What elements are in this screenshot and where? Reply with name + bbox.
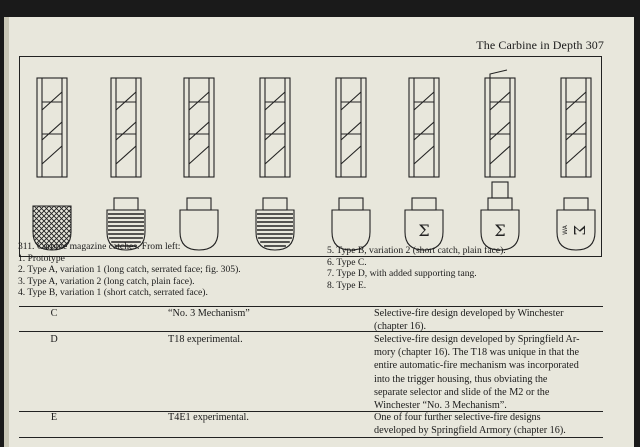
sigma-mark: Σ (418, 221, 430, 240)
row-name-d: T18 experimental. (168, 334, 243, 345)
caption-left (18, 241, 241, 299)
caption-item-5: 5. Type B, variation 2 (short catch, plain face). (327, 245, 506, 256)
desc-line: entire automatic-fire mechanism was incorporated (374, 360, 579, 372)
caption-item-8: 8. Type E. (327, 279, 367, 291)
desc-line: Selective-fire design developed by Springfield Ar- (374, 334, 580, 345)
row-desc-c (374, 307, 596, 333)
page-binding-edge (4, 17, 9, 447)
desc-line: into the trigger housing, thus obviating the (374, 373, 548, 385)
caption-item-4: 4. Type B, variation 1 (short catch, serrated face). (18, 287, 208, 298)
catch-2 (107, 78, 145, 250)
desc-line: (chapter 16). (374, 321, 427, 333)
catch-4 (256, 78, 294, 250)
row-name-c: “No. 3 Mechanism” (168, 308, 250, 319)
catch-7 (481, 70, 519, 250)
caption-item-6: 6. Type C. (327, 256, 367, 268)
caption-title: 311. Carbine magazine catches. From left: (18, 241, 181, 252)
row-desc-d (374, 333, 596, 412)
running-head: The Carbine in Depth 307 (476, 38, 604, 52)
caption-item-3: 3. Type A, variation 2 (long catch, plain face). (18, 275, 195, 287)
row-code-d: D (50, 334, 58, 345)
desc-line: Winchester “No. 3 Mechanism”. (374, 400, 507, 412)
sigma-mark: Σ (570, 224, 588, 236)
row-name-e: T4E1 experimental. (168, 412, 249, 423)
desc-line: mory (chapter 16). The T18 was unique in that the (374, 347, 580, 359)
caption-right (327, 245, 506, 291)
caption-item-1: 1. Prototype (18, 252, 65, 264)
magazine-catches-illustration (19, 56, 600, 255)
row-desc-e (374, 411, 596, 437)
desc-line: separate selector and slide of the M2 or the (374, 386, 550, 398)
desc-line: One of four further selective-fire designs (374, 412, 541, 423)
catch-1 (33, 78, 71, 250)
caption-item-7: 7. Type D, with added supporting tang. (327, 268, 477, 279)
desc-line: Selective-fire design developed by Winchester (374, 308, 564, 319)
caption-item-2: 2. Type A, variation 1 (long catch, serrated face; fig. 305). (18, 264, 241, 275)
desc-line: developed by Springfield Armory (chapter 16). (374, 425, 566, 437)
book-page (4, 17, 634, 447)
catch-8 (557, 78, 595, 250)
catch-6 (405, 78, 443, 250)
row-code-e: E (50, 412, 58, 423)
row-code-c: C (50, 308, 58, 319)
wa-letters: WA (562, 225, 569, 235)
sigma-mark: Σ (494, 221, 506, 240)
catch-5 (332, 78, 370, 250)
catch-3 (180, 78, 218, 250)
